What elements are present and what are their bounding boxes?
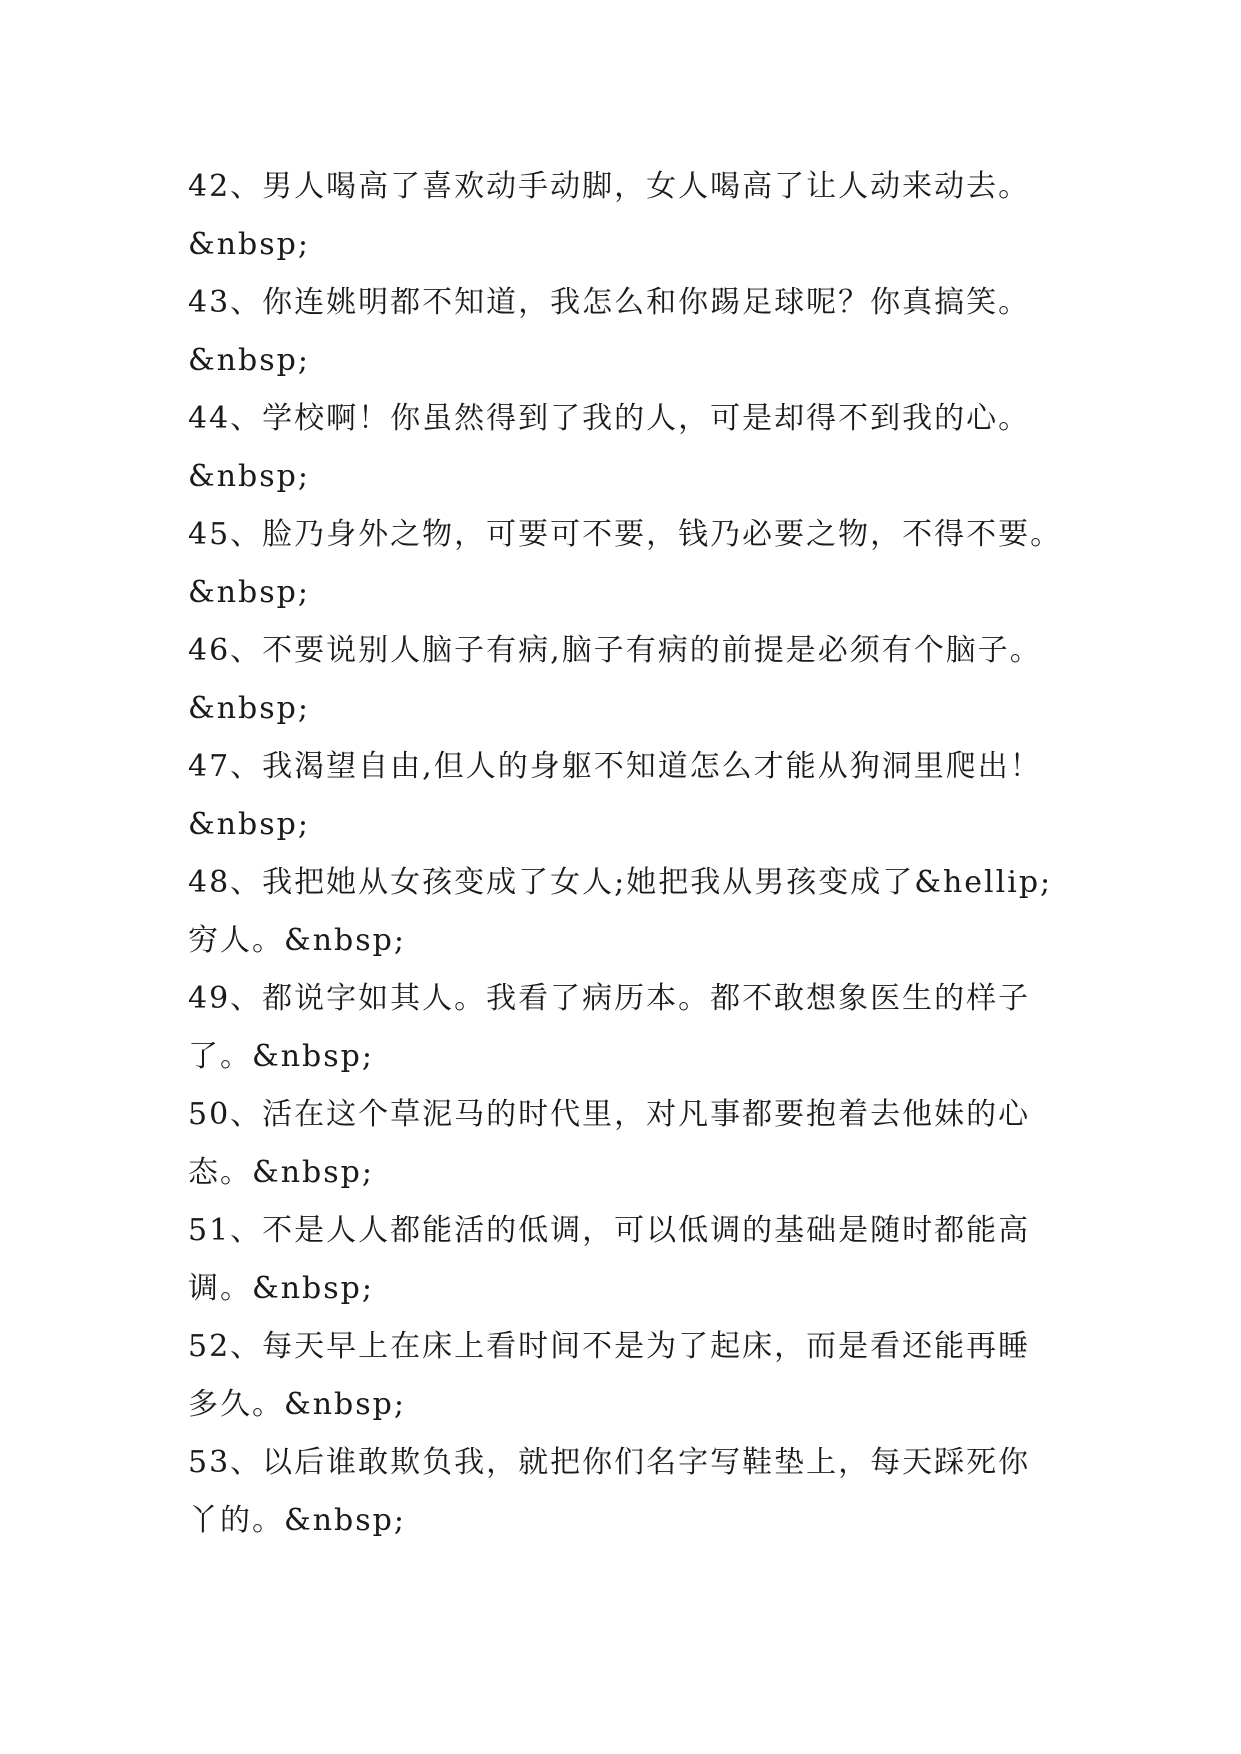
- text-line: 多久。&nbsp;: [188, 1387, 406, 1422]
- text-line: 丫的。&nbsp;: [188, 1503, 406, 1538]
- document-body: [188, 158, 1088, 1550]
- text-line: 51、不是人人都能活的低调，可以低调的基础是随时都能高: [188, 1213, 1031, 1248]
- text-line: 了。&nbsp;: [188, 1039, 374, 1074]
- text-line: 48、我把她从女孩变成了女人;她把我从男孩变成了&hellip;: [188, 865, 1053, 900]
- text-line: &nbsp;: [188, 807, 310, 842]
- text-line: 53、以后谁敢欺负我，就把你们名字写鞋垫上，每天踩死你: [188, 1445, 1031, 1480]
- text-line: &nbsp;: [188, 575, 310, 610]
- text-line: 49、都说字如其人。我看了病历本。都不敢想象医生的样子: [188, 981, 1031, 1016]
- text-line: 50、活在这个草泥马的时代里，对凡事都要抱着去他妹的心: [188, 1097, 1031, 1132]
- text-line: 42、男人喝高了喜欢动手动脚，女人喝高了让人动来动去。: [188, 169, 1031, 204]
- text-line: &nbsp;: [188, 691, 310, 726]
- text-line: 穷人。&nbsp;: [188, 923, 406, 958]
- text-line: 46、不要说别人脑子有病,脑子有病的前提是必须有个脑子。: [188, 633, 1042, 668]
- text-line: 45、脸乃身外之物，可要可不要，钱乃必要之物，不得不要。: [188, 517, 1063, 552]
- text-line: 态。&nbsp;: [188, 1155, 374, 1190]
- text-line: 44、学校啊！你虽然得到了我的人，可是却得不到我的心。: [188, 401, 1031, 436]
- text-line: 47、我渴望自由,但人的身躯不知道怎么才能从狗洞里爬出！: [188, 749, 1042, 784]
- text-line: 43、你连姚明都不知道，我怎么和你踢足球呢？你真搞笑。: [188, 285, 1031, 320]
- text-line: 52、每天早上在床上看时间不是为了起床，而是看还能再睡: [188, 1329, 1031, 1364]
- text-line: &nbsp;: [188, 459, 310, 494]
- text-line: &nbsp;: [188, 343, 310, 378]
- text-line: 调。&nbsp;: [188, 1271, 374, 1306]
- text-line: &nbsp;: [188, 227, 310, 262]
